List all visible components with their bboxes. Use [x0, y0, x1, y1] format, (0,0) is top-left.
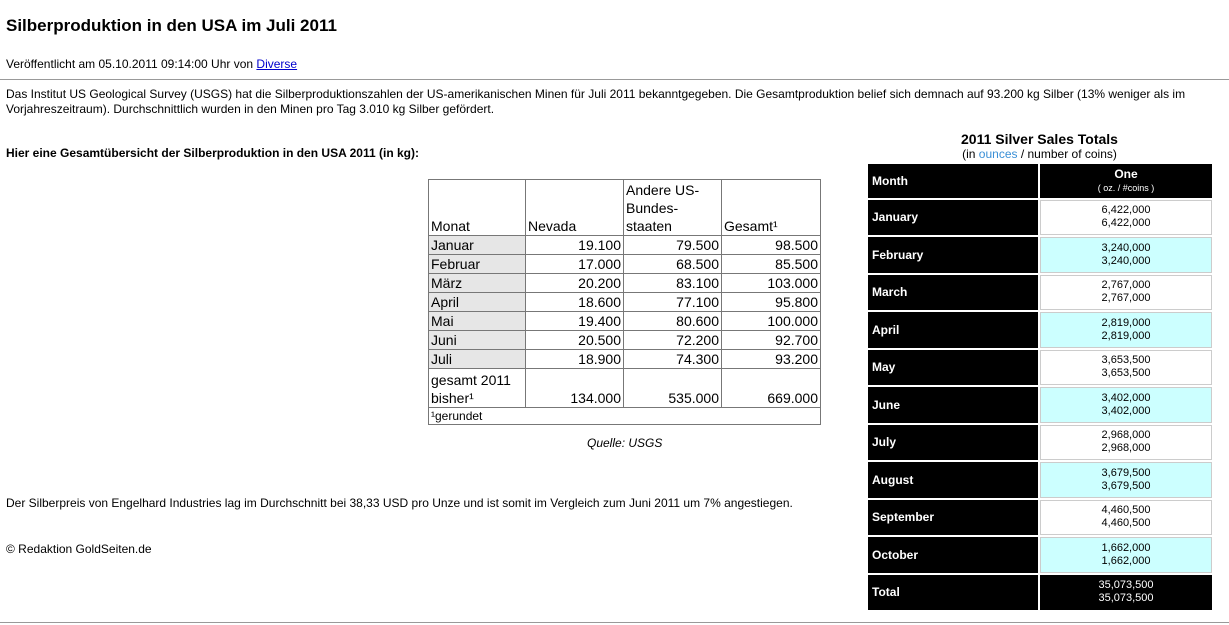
- month-cell: gesamt 2011 bisher¹: [429, 369, 526, 408]
- col-header-nevada: Nevada: [526, 180, 624, 236]
- sales-month: July: [868, 425, 1038, 461]
- ounces-link[interactable]: ounces: [978, 147, 1018, 161]
- copyright-notice: © Redaktion GoldSeiten.de: [6, 542, 152, 556]
- sales-value: [1040, 350, 1212, 386]
- sales-oz: 1,662,000: [1101, 541, 1151, 554]
- month-cell: April: [429, 293, 526, 312]
- month-cell: Juni: [429, 331, 526, 350]
- table-row: [429, 255, 821, 274]
- table-footnote: ¹gerundet: [429, 408, 821, 425]
- table-row: [429, 331, 821, 350]
- total-cell: 85.500: [722, 255, 821, 274]
- nevada-cell: 18.600: [526, 293, 624, 312]
- production-header-row: [429, 180, 821, 236]
- table-source: Quelle: USGS: [587, 436, 663, 450]
- sales-total-coins: 35,073,500: [1098, 592, 1154, 605]
- other-states-cell: 77.100: [624, 293, 722, 312]
- price-paragraph: Der Silberpreis von Engelhard Industries lag im Durchschnitt bei 38,33 USD pro Unze und ist somit im Vergleich zum Juni 2011 um 7% angestiegen.: [6, 496, 793, 510]
- total-cell: 100.000: [722, 312, 821, 331]
- total-cell: 93.200: [722, 350, 821, 369]
- nevada-cell: 20.200: [526, 274, 624, 293]
- sales-coins: 3,402,000: [1101, 404, 1151, 417]
- sales-header-one: [1040, 164, 1212, 198]
- total-cell: 95.800: [722, 293, 821, 312]
- sales-title: 2011 Silver Sales Totals: [961, 131, 1118, 147]
- nevada-cell: 19.400: [526, 312, 624, 331]
- sales-coins: 3,653,500: [1101, 367, 1151, 380]
- sales-value: [1040, 275, 1212, 311]
- other-states-cell: 68.500: [624, 255, 722, 274]
- overview-heading: Hier eine Gesamtübersicht der Silberproduktion in den USA 2011 (in kg):: [6, 146, 419, 160]
- sales-header-row: [868, 164, 1212, 198]
- month-cell: Mai: [429, 312, 526, 331]
- table-total-row: [429, 369, 821, 408]
- sales-row: [868, 500, 1212, 536]
- sales-oz: 2,819,000: [1101, 316, 1151, 329]
- sales-value: [1040, 425, 1212, 461]
- table-row: [429, 293, 821, 312]
- sales-month: February: [868, 237, 1038, 273]
- sales-oz: 4,460,500: [1101, 504, 1151, 517]
- other-states-cell: 80.600: [624, 312, 722, 331]
- sales-total-oz: 35,073,500: [1098, 579, 1154, 592]
- sales-row: [868, 312, 1212, 348]
- sales-value: [1040, 537, 1212, 573]
- total-cell: 98.500: [722, 236, 821, 255]
- sales-oz: 3,653,500: [1101, 354, 1151, 367]
- sales-month: January: [868, 200, 1038, 236]
- page-title: Silberproduktion in den USA im Juli 2011: [6, 16, 337, 35]
- sales-oz: 2,767,000: [1101, 279, 1151, 292]
- sales-oz: 3,240,000: [1101, 241, 1151, 254]
- sales-row: [868, 387, 1212, 423]
- sales-oz: 2,968,000: [1101, 429, 1151, 442]
- nevada-cell: 18.900: [526, 350, 624, 369]
- nevada-cell: 134.000: [526, 369, 624, 408]
- table-row: [429, 350, 821, 369]
- col-header-total: Gesamt¹: [722, 180, 821, 236]
- other-states-cell: 535.000: [624, 369, 722, 408]
- month-cell: Februar: [429, 255, 526, 274]
- other-states-cell: 79.500: [624, 236, 722, 255]
- nevada-cell: 17.000: [526, 255, 624, 274]
- table-row: [429, 274, 821, 293]
- sales-row: [868, 425, 1212, 461]
- table-footnote-row: [429, 408, 821, 425]
- sales-subtitle-post: / number of coins): [1017, 147, 1117, 161]
- nevada-cell: 20.500: [526, 331, 624, 350]
- sales-value: [1040, 387, 1212, 423]
- sales-month: March: [868, 275, 1038, 311]
- month-cell: Juli: [429, 350, 526, 369]
- sales-total-row: [868, 575, 1212, 611]
- sales-total-value: [1040, 575, 1212, 611]
- sales-month: April: [868, 312, 1038, 348]
- sales-coins: 1,662,000: [1101, 554, 1151, 567]
- sales-header-one-label: One: [1114, 166, 1138, 181]
- bottom-divider: [0, 622, 1229, 623]
- sales-month: May: [868, 350, 1038, 386]
- sales-month: October: [868, 537, 1038, 573]
- top-divider: [0, 79, 1229, 80]
- sales-total-label: Total: [868, 575, 1038, 611]
- col-header-month: Monat: [429, 180, 526, 236]
- author-link[interactable]: Diverse: [256, 57, 298, 71]
- total-cell: 669.000: [722, 369, 821, 408]
- sales-subtitle-pre: (in: [962, 147, 979, 161]
- total-cell: 103.000: [722, 274, 821, 293]
- sales-oz: 3,679,500: [1101, 466, 1151, 479]
- sales-value: [1040, 200, 1212, 236]
- sales-value: [1040, 312, 1212, 348]
- sales-month: August: [868, 462, 1038, 498]
- silver-sales-table: [866, 162, 1214, 612]
- table-row: [429, 236, 821, 255]
- intro-paragraph: Das Institut US Geological Survey (USGS) hat die Silberproduktionszahlen der US-amerikanischen Minen für Juli 2011 bekanntgegeben. Die Gesamtproduktion belief sich demnach auf 93.200 kg Silber (13% weniger als im Vorjahreszeitraum). Durchschnittlich wurden in den Minen pro Tag 3.010 kg Silber gefördert.: [6, 87, 1186, 116]
- sales-oz: 6,422,000: [1101, 204, 1151, 217]
- col-header-other-states: Andere US-Bundes-staaten: [624, 180, 722, 236]
- sales-subtitle: [866, 147, 1213, 161]
- sales-coins: 2,968,000: [1101, 442, 1151, 455]
- sales-row: [868, 537, 1212, 573]
- sales-coins: 3,679,500: [1101, 479, 1151, 492]
- sales-coins: 3,240,000: [1101, 254, 1151, 267]
- sales-header-month: Month: [868, 164, 1038, 198]
- sales-row: [868, 350, 1212, 386]
- sales-row: [868, 462, 1212, 498]
- sales-month: September: [868, 500, 1038, 536]
- sales-header-one-sub: ( oz. / #coins ): [1097, 182, 1155, 193]
- sales-value: [1040, 237, 1212, 273]
- sales-value: [1040, 500, 1212, 536]
- sales-coins: 6,422,000: [1101, 217, 1151, 230]
- sales-row: [868, 200, 1212, 236]
- sales-month: June: [868, 387, 1038, 423]
- publish-date-text: Veröffentlicht am 05.10.2011 09:14:00 Uhr von: [6, 57, 257, 71]
- sales-coins: 4,460,500: [1101, 517, 1151, 530]
- production-table: [428, 179, 821, 425]
- sales-coins: 2,819,000: [1101, 329, 1151, 342]
- other-states-cell: 74.300: [624, 350, 722, 369]
- publish-meta: [6, 57, 297, 71]
- month-cell: Januar: [429, 236, 526, 255]
- other-states-cell: 83.100: [624, 274, 722, 293]
- sales-value: [1040, 462, 1212, 498]
- other-states-cell: 72.200: [624, 331, 722, 350]
- nevada-cell: 19.100: [526, 236, 624, 255]
- sales-coins: 2,767,000: [1101, 292, 1151, 305]
- sales-oz: 3,402,000: [1101, 391, 1151, 404]
- sales-row: [868, 237, 1212, 273]
- total-cell: 92.700: [722, 331, 821, 350]
- sales-row: [868, 275, 1212, 311]
- table-row: [429, 312, 821, 331]
- month-cell: März: [429, 274, 526, 293]
